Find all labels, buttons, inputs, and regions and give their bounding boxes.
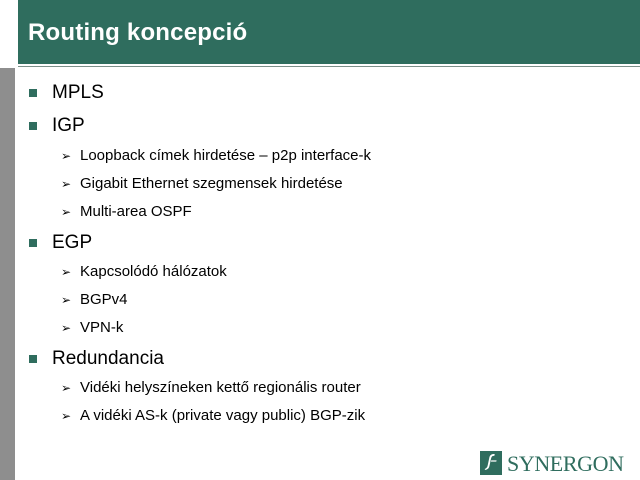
arrowhead-icon: ➢: [61, 409, 72, 423]
subbullet-item: [0, 146, 640, 166]
subbullet-item: [0, 318, 640, 338]
arrowhead-icon: ➢: [61, 149, 72, 163]
subbullet-item: [0, 262, 640, 282]
synergon-logo-icon: [480, 451, 502, 475]
subbullet-item: [0, 174, 640, 194]
subbullet-item: [0, 290, 640, 310]
subbullet-label: VPN-k: [80, 319, 124, 336]
square-bullet-icon: [29, 239, 37, 247]
subbullet-item: [0, 406, 640, 426]
bullet-item-igp: [0, 114, 640, 138]
subbullet-label: Multi-area OSPF: [80, 203, 192, 220]
arrowhead-icon: ➢: [61, 321, 72, 335]
bullet-item-mpls: [0, 81, 640, 105]
synergon-logo-text: SYNERGON: [507, 451, 624, 476]
bullet-label-igp: IGP: [52, 115, 85, 136]
subbullet-item: [0, 202, 640, 222]
synergon-logo: [480, 451, 630, 477]
subbullet-label: Kapcsolódó hálózatok: [80, 263, 227, 280]
subbullet-label: Gigabit Ethernet szegmensek hirdetése: [80, 175, 343, 192]
arrowhead-icon: ➢: [61, 381, 72, 395]
subbullet-item: [0, 378, 640, 398]
arrowhead-icon: ➢: [61, 205, 72, 219]
bullet-item-egp: [0, 231, 640, 255]
subbullet-label: Vidéki helyszíneken kettő regionális router: [80, 379, 361, 396]
bullet-label-egp: EGP: [52, 232, 93, 253]
square-bullet-icon: [29, 89, 37, 97]
subbullet-label: Loopback címek hirdetése – p2p interface-k: [80, 147, 371, 164]
bullet-label-redundancia: Redundancia: [52, 348, 164, 369]
arrowhead-icon: ➢: [61, 177, 72, 191]
square-bullet-icon: [29, 122, 37, 130]
bullet-item-redundancia: [0, 347, 640, 371]
subbullet-label: A vidéki AS-k (private vagy public) BGP-zik: [80, 407, 366, 424]
square-bullet-icon: [29, 355, 37, 363]
arrowhead-icon: ➢: [61, 265, 72, 279]
bullet-label-mpls: MPLS: [52, 82, 104, 103]
arrowhead-icon: ➢: [61, 293, 72, 307]
slide-title: Routing koncepció: [28, 19, 248, 46]
subbullet-label: BGPv4: [80, 291, 128, 308]
